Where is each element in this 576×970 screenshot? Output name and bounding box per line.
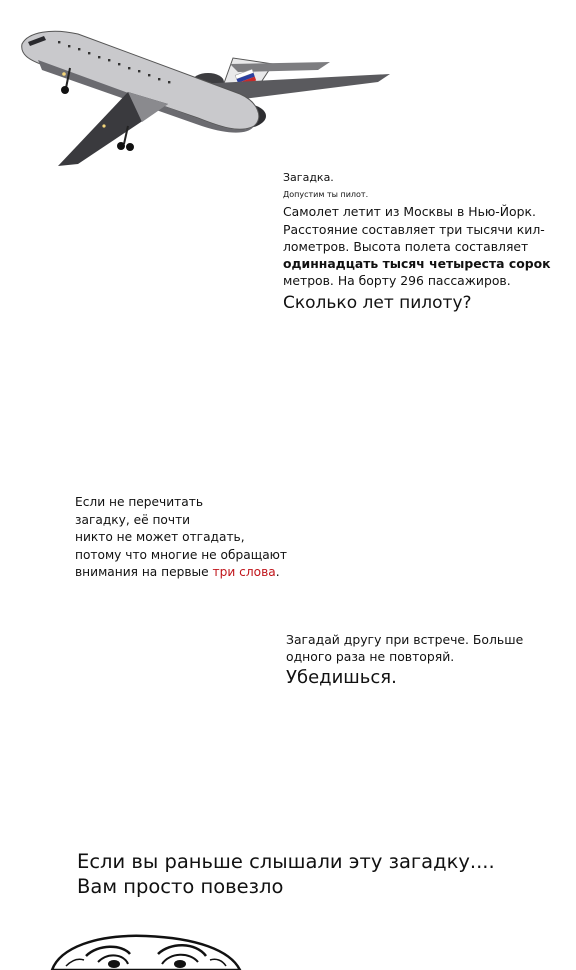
note-last-line [75,564,287,582]
punchline-block [77,849,495,899]
riddle-line: лометров. Высота полета составляет [283,238,529,254]
riddle-line: Расстояние составляет три тысячи кил- [283,221,545,237]
explanation-block [75,494,287,582]
friend-block [286,631,523,687]
note-line: никто не может отгадать, [75,530,245,545]
note-last-prefix: внимания на первые [75,565,213,580]
riddle-question: Сколько лет пилоту? [283,293,472,314]
punchline-line: Если вы раньше слышали эту загадку.... [77,850,495,873]
friend-conclusion: Убедишься. [286,667,397,689]
riddle-line: метров. На борту 296 пассажиров. [283,273,511,289]
riddle-block [283,172,551,313]
friend-line: Загадай другу при встрече. Больше [286,632,524,647]
riddle-body [283,203,551,289]
punchline-line: Вам просто повезло [77,875,284,898]
note-line: Если не перечитать [75,495,203,509]
riddle-heading: Загадка. [283,171,334,184]
trollface-icon [46,930,246,970]
riddle-subheading: Допустим ты пилот. [283,189,369,199]
note-last-suffix: . [275,565,280,580]
note-line: потому что многие не обращают [75,547,288,562]
note-line: загадку, её почти [75,512,191,527]
friend-line: одного раза не повторяй. [286,649,455,665]
highlighted-words: три слова [212,565,276,580]
riddle-line-bold: одиннадцать тысяч четыреста сорок [283,256,551,272]
riddle-line: Самолет летит из Москвы в Нью-Йорк. [283,204,536,220]
airplane-photo [18,26,398,171]
